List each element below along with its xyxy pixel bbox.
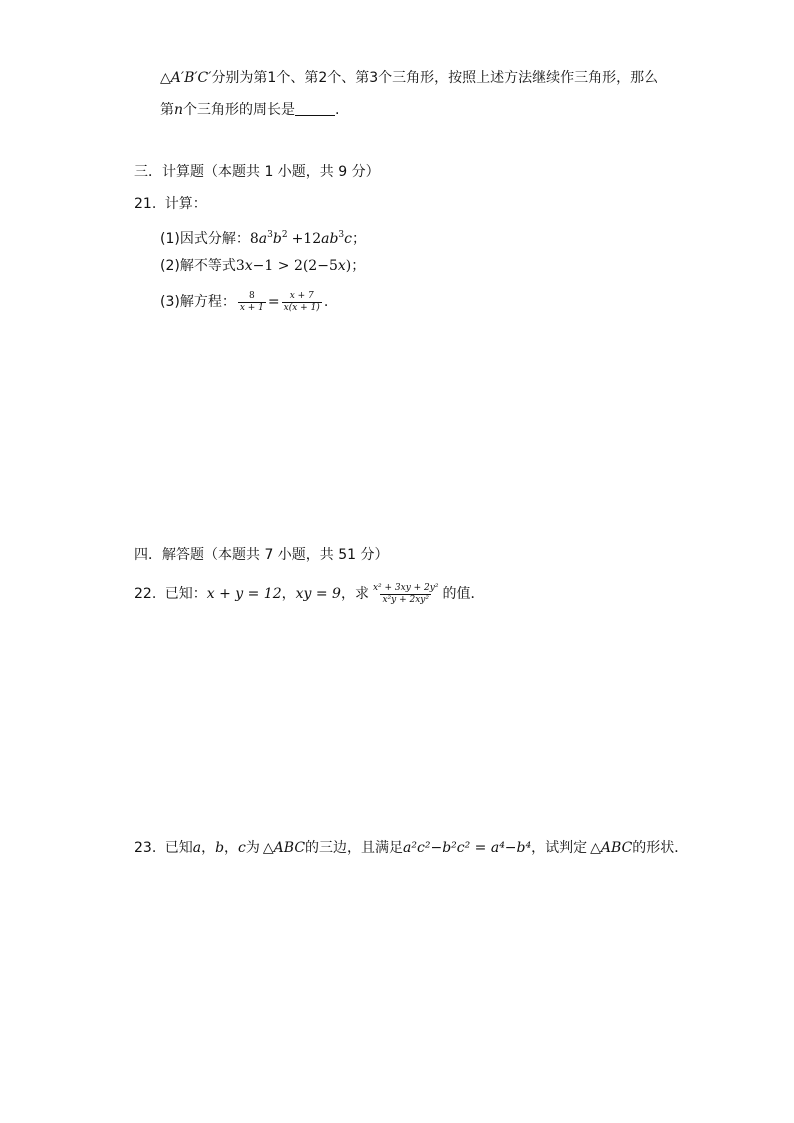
q21-part1-label: (1)因式分解： [160, 231, 250, 247]
var-c: c [238, 840, 246, 856]
fraction-1-numerator: 8 [249, 290, 255, 301]
q22-line [134, 580, 484, 608]
fraction-2-denominator: x(x + 1) [283, 302, 320, 313]
q20-line1-text: 分别为第1个、第2个、第3个三角形，按照上述方法继续作三角形，那么 [211, 70, 659, 86]
var-a: a [258, 231, 268, 247]
exp-2: 2 [281, 230, 288, 240]
q20-line2-pre: 第 [160, 102, 174, 118]
answer-blank [295, 101, 335, 116]
q21-prompt: 计算： [164, 196, 207, 212]
var-n: n [174, 102, 184, 118]
q21-part-1 [160, 225, 366, 249]
coef-8: 8 [249, 231, 259, 247]
q22-fraction-numerator: x² + 3xy + 2y² [372, 582, 439, 593]
q21-prompt-line [134, 194, 207, 214]
period: . [323, 294, 329, 310]
var-b: b [272, 231, 282, 247]
coef-3: 3 [235, 258, 245, 274]
var-a: a [192, 840, 202, 856]
q20-line-2 [160, 100, 339, 120]
q22-condition-2: xy = 9 [295, 586, 341, 602]
section-3-title: 三．计算题（本题共 1 小题，共 9 分） [134, 164, 380, 180]
q23-number: 23. [134, 840, 157, 856]
plus-12: +12 [291, 231, 322, 247]
var-ab: ab [321, 231, 339, 247]
q21-part-3 [160, 288, 328, 316]
semicolon: ； [352, 231, 366, 247]
q21-part2-label: (2)解不等式 [160, 258, 236, 274]
q22-condition-1: x + y = 12 [206, 586, 282, 602]
triangle-abc-2: ABC [600, 840, 633, 856]
q22-fraction-denominator: x²y + 2xy² [382, 594, 429, 605]
section-4-title: 四．解答题（本题共 7 小题，共 51 分） [134, 547, 389, 563]
var-x-2: x [337, 258, 346, 274]
q22-ask: ，求 [340, 586, 369, 602]
q22-post: 的值． [442, 586, 485, 602]
q20-line-1 [160, 68, 658, 88]
triangle-abc: ABC [273, 840, 306, 856]
equals-sign: = [267, 294, 280, 310]
triangle-symbol: △ [262, 840, 274, 856]
var-b: b [215, 840, 225, 856]
q22-separator: ， [281, 586, 296, 602]
triangle-symbol: △ [160, 70, 171, 86]
fraction-2 [282, 291, 322, 314]
var-x: x [244, 258, 253, 274]
q21-number: 21. [134, 196, 157, 212]
comma-1: ， [201, 840, 216, 856]
q23-equation: a²c²−b²c² = a⁴−b⁴ [403, 840, 532, 856]
exp-3: 3 [267, 230, 273, 240]
q23-pre: 已知 [164, 840, 193, 856]
fraction-1-denominator: x + 1 [239, 302, 264, 313]
q22-number: 22. [134, 586, 157, 602]
q23-post: ，试判定 [531, 840, 588, 856]
exp-3b: 3 [338, 230, 345, 240]
comma-2: ， [224, 840, 239, 856]
triangle-symbol-2: △ [590, 840, 601, 856]
q20-line2-end: . [335, 102, 340, 118]
fraction-2-numerator: x + 7 [289, 290, 314, 301]
q23-end: 的形状． [632, 840, 689, 856]
q22-pre: 已知： [164, 586, 207, 602]
triangle-name: A′B′C′ [170, 70, 212, 86]
q23-line [134, 838, 688, 858]
q22-fraction [371, 583, 441, 606]
q21-part-2 [160, 256, 365, 276]
var-c: c [344, 231, 352, 247]
q20-line2-text: 个三角形的周长是 [183, 102, 296, 118]
inequality-body: −1 > 2(2−5 [252, 258, 338, 274]
q23-mid2: 的三边，且满足 [305, 840, 404, 856]
q21-part3-label: (3)解方程： [160, 294, 236, 310]
fraction-1 [238, 291, 266, 314]
q23-mid: 为 [245, 840, 260, 856]
inequality-end: )； [345, 258, 366, 274]
